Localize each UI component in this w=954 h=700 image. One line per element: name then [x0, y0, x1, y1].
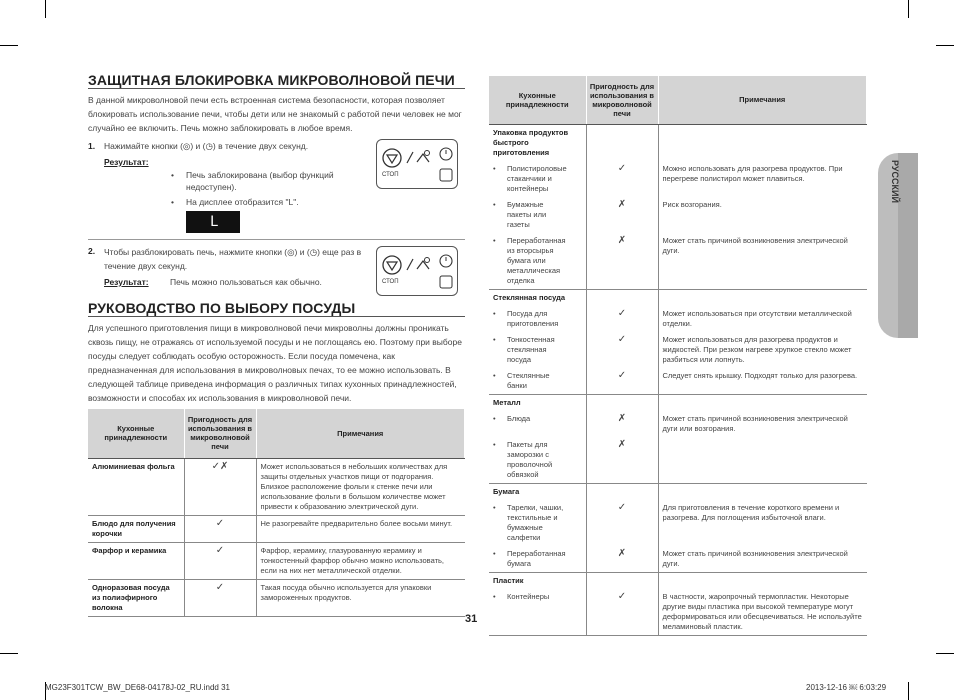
- control-panel: [376, 246, 458, 296]
- col-header-notes: Примечания: [256, 409, 465, 458]
- lock-intro: В данной микроволновой печи есть встроенная система безопасности, которая позволяет блокировать использование печи, чтобы дети или не знакомый с работой печи человек не мог случайно ее включить. Печь можно заблокировать в любое время.: [88, 95, 462, 133]
- cookware-name-text: Переработанная бумага: [507, 548, 566, 568]
- step1-bullet-dot: •: [171, 197, 174, 207]
- cookware-table-right: [489, 76, 867, 636]
- cookware-name-text: Контейнеры: [507, 591, 550, 601]
- empty-cell: [586, 394, 658, 411]
- note-text: Риск возгорания.: [662, 199, 722, 209]
- empty-cell: [586, 483, 658, 500]
- bullet-dot: •: [493, 370, 496, 380]
- table-row: [489, 411, 867, 437]
- crop-mark: [908, 682, 909, 700]
- note-text: Может использоваться для разогрева продуктов и жидкостей. При резком нагреве хрупкое стекло может разбиться или лопнуть.: [662, 334, 852, 364]
- stop-label: СТОП: [382, 172, 399, 178]
- crop-mark: [908, 0, 909, 18]
- bullet-dot: •: [493, 235, 496, 245]
- col-header-suitability: Пригодность для использования в микроволновой печи: [184, 409, 256, 458]
- suitability-mark: ✗: [586, 233, 658, 290]
- cookware-name-text: Тонкостенная стеклянная посуда: [507, 334, 555, 364]
- bullet-dot: •: [493, 548, 496, 558]
- bullet-dot: •: [493, 334, 496, 344]
- table-row: [88, 579, 465, 616]
- suitability-mark: ✓✗: [184, 458, 256, 515]
- step2-result-label: Результат:: [104, 277, 149, 287]
- cookware-name: [489, 546, 586, 573]
- bullet-dot: •: [493, 163, 496, 173]
- table-row: [88, 458, 465, 515]
- empty-cell: [586, 289, 658, 306]
- col-header-cookware: Кухонные принадлежности: [88, 409, 184, 458]
- cookware-name: [489, 411, 586, 437]
- step1-bullet2: На дисплее отобразится "L".: [186, 197, 299, 207]
- empty-cell: [658, 572, 867, 589]
- cookware-name-text: Переработанная из вторсырья бумага или металлическая отделка: [507, 235, 566, 285]
- cookware-name: [489, 233, 586, 290]
- page-number: 31: [465, 613, 478, 625]
- category-row: [489, 289, 867, 306]
- section-title-lock: ЗАЩИТНАЯ БЛОКИРОВКА МИКРОВОЛНОВОЙ ПЕЧИ: [88, 72, 455, 88]
- footer-filename: MG23F301TCW_BW_DE68-04178J-02_RU.indd 31: [45, 683, 230, 692]
- suitability-mark: ✗: [586, 411, 658, 437]
- suitability-mark: ✗: [586, 546, 658, 573]
- step1-result-label: Результат:: [104, 157, 149, 167]
- bullet-dot: •: [493, 591, 496, 601]
- stop-button-icon: [377, 140, 457, 188]
- category-label: Бумага: [489, 483, 586, 500]
- cookware-name: [489, 368, 586, 395]
- cookware-name-text: Полистироловые стаканчики и контейнеры: [507, 163, 567, 193]
- language-tab-label: РУССКИЙ: [890, 160, 900, 203]
- step2-text: Чтобы разблокировать печь, нажмите кнопки (◎) и (◷) еще раз в течение двух секунд.: [104, 247, 362, 271]
- cookware-name-text: Стеклянные банки: [507, 370, 550, 390]
- note-text: Не разогревайте предварительно более восьми минут.: [256, 515, 465, 542]
- suitability-mark: ✓: [184, 515, 256, 542]
- bullet-dot: •: [493, 308, 496, 318]
- table-row: [88, 515, 465, 542]
- category-row: [489, 572, 867, 589]
- suitability-mark: ✗: [586, 197, 658, 233]
- col-header-notes: Примечания: [658, 76, 867, 124]
- cookware-name: [489, 306, 586, 332]
- note-text: Такая посуда обычно используется для упаковки замороженных продуктов.: [256, 579, 465, 616]
- cookware-name: [489, 161, 586, 197]
- note-text: Фарфор, керамику, глазурованную керамику и тонкостенный фарфор обычно можно использовать, если на них нет металлической отделки.: [256, 542, 465, 579]
- table-row: [489, 437, 867, 484]
- crop-mark: [0, 45, 18, 46]
- crop-mark: [0, 653, 18, 654]
- suitability-mark: ✓: [586, 306, 658, 332]
- note-text: Может стать причиной возникновения электрической дуги.: [658, 233, 867, 290]
- bullet-dot: •: [493, 199, 496, 209]
- table-row: [489, 589, 867, 636]
- col-header-suitability: Пригодность для использования в микроволновой печи: [586, 76, 658, 124]
- note-text: Может стать причиной возникновения электрической дуги или возгорания.: [662, 413, 848, 433]
- step2-result: Печь можно пользоваться как обычно.: [170, 277, 322, 287]
- table-row: [489, 233, 867, 290]
- table-row: [489, 500, 867, 546]
- table-row: [489, 306, 867, 332]
- cookware-name: [489, 332, 586, 368]
- bullet-dot: •: [493, 502, 496, 512]
- language-tab-bar: [898, 153, 918, 338]
- cookware-name-text: Бумажные пакеты или газеты: [507, 199, 547, 229]
- cookware-table-left: [88, 409, 465, 617]
- cookware-name: [489, 437, 586, 484]
- category-row: [489, 483, 867, 500]
- lcd-display: L: [186, 211, 240, 233]
- empty-cell: [586, 572, 658, 589]
- title-underline: [88, 88, 465, 89]
- step1-bullet-dot: •: [171, 170, 174, 180]
- category-row: [489, 394, 867, 411]
- table-row: [489, 546, 867, 573]
- cookware-name-text: Посуда для приготовления: [507, 308, 559, 328]
- category-row: [489, 124, 867, 161]
- control-panel: [376, 139, 458, 189]
- note-text: Может использоваться в небольших количествах для защиты отдельных участков пищи от подгорания. Близкое расположение фольги к стенке печи или использование фольги в большом количестве может привести к образованию электрической дуги.: [256, 458, 465, 515]
- cookware-intro: Для успешного приготовления пищи в микроволновой печи микроволны должны проникать сквозь пищу, не отражаясь от используемой посуды и не поглощаясь ею. Поэтому при выборе посуды следует соблюдать особую осторожность. Если посуда помечена, как предназначенная для использования в микроволновых печах, то ее можно использовать. В следующей таблице приведена информация о различных типах кухонных принадлежностей, возможности и способах их использования в микроволновой печи.: [88, 323, 462, 403]
- category-label: Металл: [489, 394, 586, 411]
- section-title-cookware: РУКОВОДСТВО ПО ВЫБОРУ ПОСУДЫ: [88, 300, 356, 316]
- table-row: [88, 542, 465, 579]
- category-label: Упаковка продуктов быстрого приготовления: [489, 124, 586, 161]
- note-text: Для приготовления в течение короткого времени и разогрева. Для поглощения избыточной влаги.: [662, 502, 840, 522]
- empty-cell: [658, 124, 867, 161]
- suitability-mark: ✓: [586, 368, 658, 395]
- category-label: Стеклянная посуда: [489, 289, 586, 306]
- note-text: Можно использовать для разогрева продуктов. При перегреве полистирол может плавиться.: [662, 163, 843, 183]
- suitability-mark: ✓: [184, 542, 256, 579]
- cookware-name-text: Пакеты для заморозки с проволочной обвязкой: [507, 439, 553, 479]
- step2-number: 2.: [88, 246, 96, 256]
- suitability-mark: ✓: [586, 589, 658, 636]
- note-text: В частности, жаропрочный термопластик. Некоторые другие виды пластика при высокой температуре могут деформироваться или обесцвечиваться. Не используйте меламиновый пластик.: [658, 589, 867, 636]
- suitability-mark: ✓: [586, 161, 658, 197]
- bullet-dot: •: [493, 439, 496, 449]
- cookware-name: Фарфор и керамика: [88, 542, 184, 579]
- category-label: Пластик: [489, 572, 586, 589]
- suitability-mark: ✓: [586, 500, 658, 546]
- crop-mark: [45, 0, 46, 18]
- stop-label: СТОП: [382, 279, 399, 285]
- crop-mark: [936, 45, 954, 46]
- table-row: [489, 197, 867, 233]
- divider: [88, 239, 465, 240]
- note-text: [658, 437, 867, 484]
- empty-cell: [586, 124, 658, 161]
- cookware-name-text: Блюда: [507, 413, 531, 423]
- empty-cell: [658, 394, 867, 411]
- cookware-name-text: Тарелки, чашки, текстильные и бумажные салфетки: [507, 502, 564, 542]
- empty-cell: [658, 483, 867, 500]
- step1-bullet1: Печь заблокирована (выбор функций недоступен).: [186, 170, 334, 192]
- table-row: [489, 161, 867, 197]
- step1-number: 1.: [88, 141, 96, 151]
- table-row: [489, 332, 867, 368]
- cookware-name: [489, 589, 586, 636]
- table-row: [489, 368, 867, 395]
- note-text: Может использоваться при отсутствии металлической отделки.: [662, 308, 852, 328]
- suitability-mark: ✓: [586, 332, 658, 368]
- suitability-mark: ✓: [184, 579, 256, 616]
- suitability-mark: ✗: [586, 437, 658, 484]
- crop-mark: [936, 653, 954, 654]
- bullet-dot: •: [493, 413, 496, 423]
- col-header-cookware: Кухонные принадлежности: [489, 76, 586, 124]
- note-text: Следует снять крышку. Подходят только для разогрева.: [658, 368, 867, 395]
- cookware-name: [489, 500, 586, 546]
- stop-button-icon: [377, 247, 457, 295]
- footer-timestamp: 2013-12-16 ￼ 6:03:29: [806, 683, 887, 692]
- note-text: Может стать причиной возникновения электрической дуги.: [658, 546, 867, 573]
- cookware-name: Одноразовая посуда из полиэфирного волокна: [88, 579, 184, 616]
- step1-text: Нажимайте кнопки (◎) и (◷) в течение двух секунд.: [104, 141, 309, 151]
- cookware-name: [489, 197, 586, 233]
- cookware-name: Блюдо для получения корочки: [88, 515, 184, 542]
- cookware-name: Алюминиевая фольга: [88, 458, 184, 515]
- empty-cell: [658, 289, 867, 306]
- title-underline: [88, 316, 465, 317]
